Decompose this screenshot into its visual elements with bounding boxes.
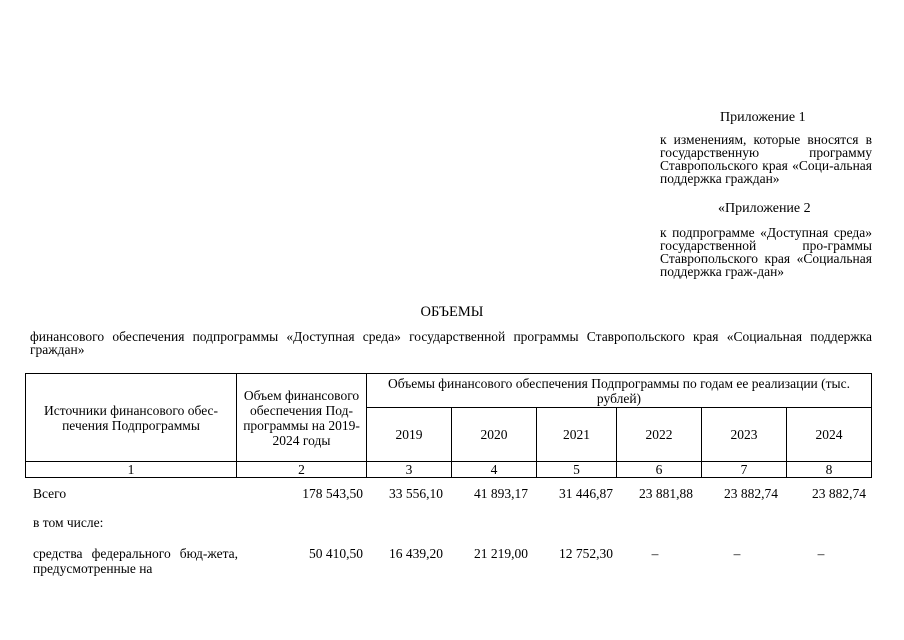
- column-number: 7: [702, 462, 787, 478]
- cell-total-volume: 178 543,50: [302, 486, 363, 501]
- header-year-2023: 2023: [702, 408, 787, 462]
- column-number: 8: [787, 462, 872, 478]
- cell-2019: 33 556,10: [389, 486, 443, 501]
- cell-2023: –: [733, 546, 741, 561]
- cell-2019: 16 439,20: [389, 546, 443, 561]
- cell-2023: 23 882,74: [724, 486, 778, 501]
- header-year-2020: 2020: [452, 408, 537, 462]
- header-sources: Источники финансового обес-печения Подпрограммы: [26, 374, 237, 462]
- cell-2022: 23 881,88: [639, 486, 693, 501]
- appendix-1-text: к изменениям, которые вносятся в государственную программу Ставропольского края «Соци-альная поддержка граждан»: [660, 132, 872, 186]
- cell-2024: –: [817, 546, 825, 561]
- cell-2020: 21 219,00: [474, 546, 528, 561]
- column-number: 6: [617, 462, 702, 478]
- table-row-total: [25, 486, 871, 506]
- header-total-volume: Объем финансового обеспечения Под-программы на 2019-2024 годы: [237, 374, 367, 462]
- appendix-2-title: «Приложение 2: [718, 201, 811, 216]
- header-year-2021: 2021: [537, 408, 617, 462]
- header-year-2022: 2022: [617, 408, 702, 462]
- cell-2021: 12 752,30: [559, 546, 613, 561]
- header-year-2019: 2019: [367, 408, 452, 462]
- column-number: 3: [367, 462, 452, 478]
- cell-2022: –: [651, 546, 659, 561]
- cell-total-volume: 50 410,50: [309, 546, 363, 561]
- row-label: Всего: [33, 486, 67, 501]
- appendix-1-title: Приложение 1: [720, 110, 806, 125]
- document-title: ОБЪЕМЫ: [420, 304, 484, 320]
- column-number: 1: [26, 462, 237, 478]
- row-label: средства федерального бюд-жета, предусмотренные на: [33, 546, 238, 576]
- column-number: 5: [537, 462, 617, 478]
- document-subtitle: финансового обеспечения подпрограммы «Доступная среда» государственной программы Ставропольского края «Социальная поддержка граждан»: [30, 329, 872, 357]
- column-number: 4: [452, 462, 537, 478]
- header-by-years: Объемы финансового обеспечения Подпрограммы по годам ее реализации (тыс. рублей): [367, 374, 872, 408]
- table-row-federal-budget: [25, 546, 871, 580]
- column-number: 2: [237, 462, 367, 478]
- financing-table-header: [25, 373, 872, 478]
- cell-2024: 23 882,74: [812, 486, 866, 501]
- cell-2021: 31 446,87: [559, 486, 613, 501]
- table-row-including: [25, 515, 871, 535]
- appendix-2-text: к подпрограмме «Доступная среда» государственной про-граммы Ставропольского края «Социальная поддержка граж-дан»: [660, 225, 872, 279]
- row-label: в том числе:: [33, 515, 104, 530]
- header-year-2024: 2024: [787, 408, 872, 462]
- cell-2020: 41 893,17: [474, 486, 528, 501]
